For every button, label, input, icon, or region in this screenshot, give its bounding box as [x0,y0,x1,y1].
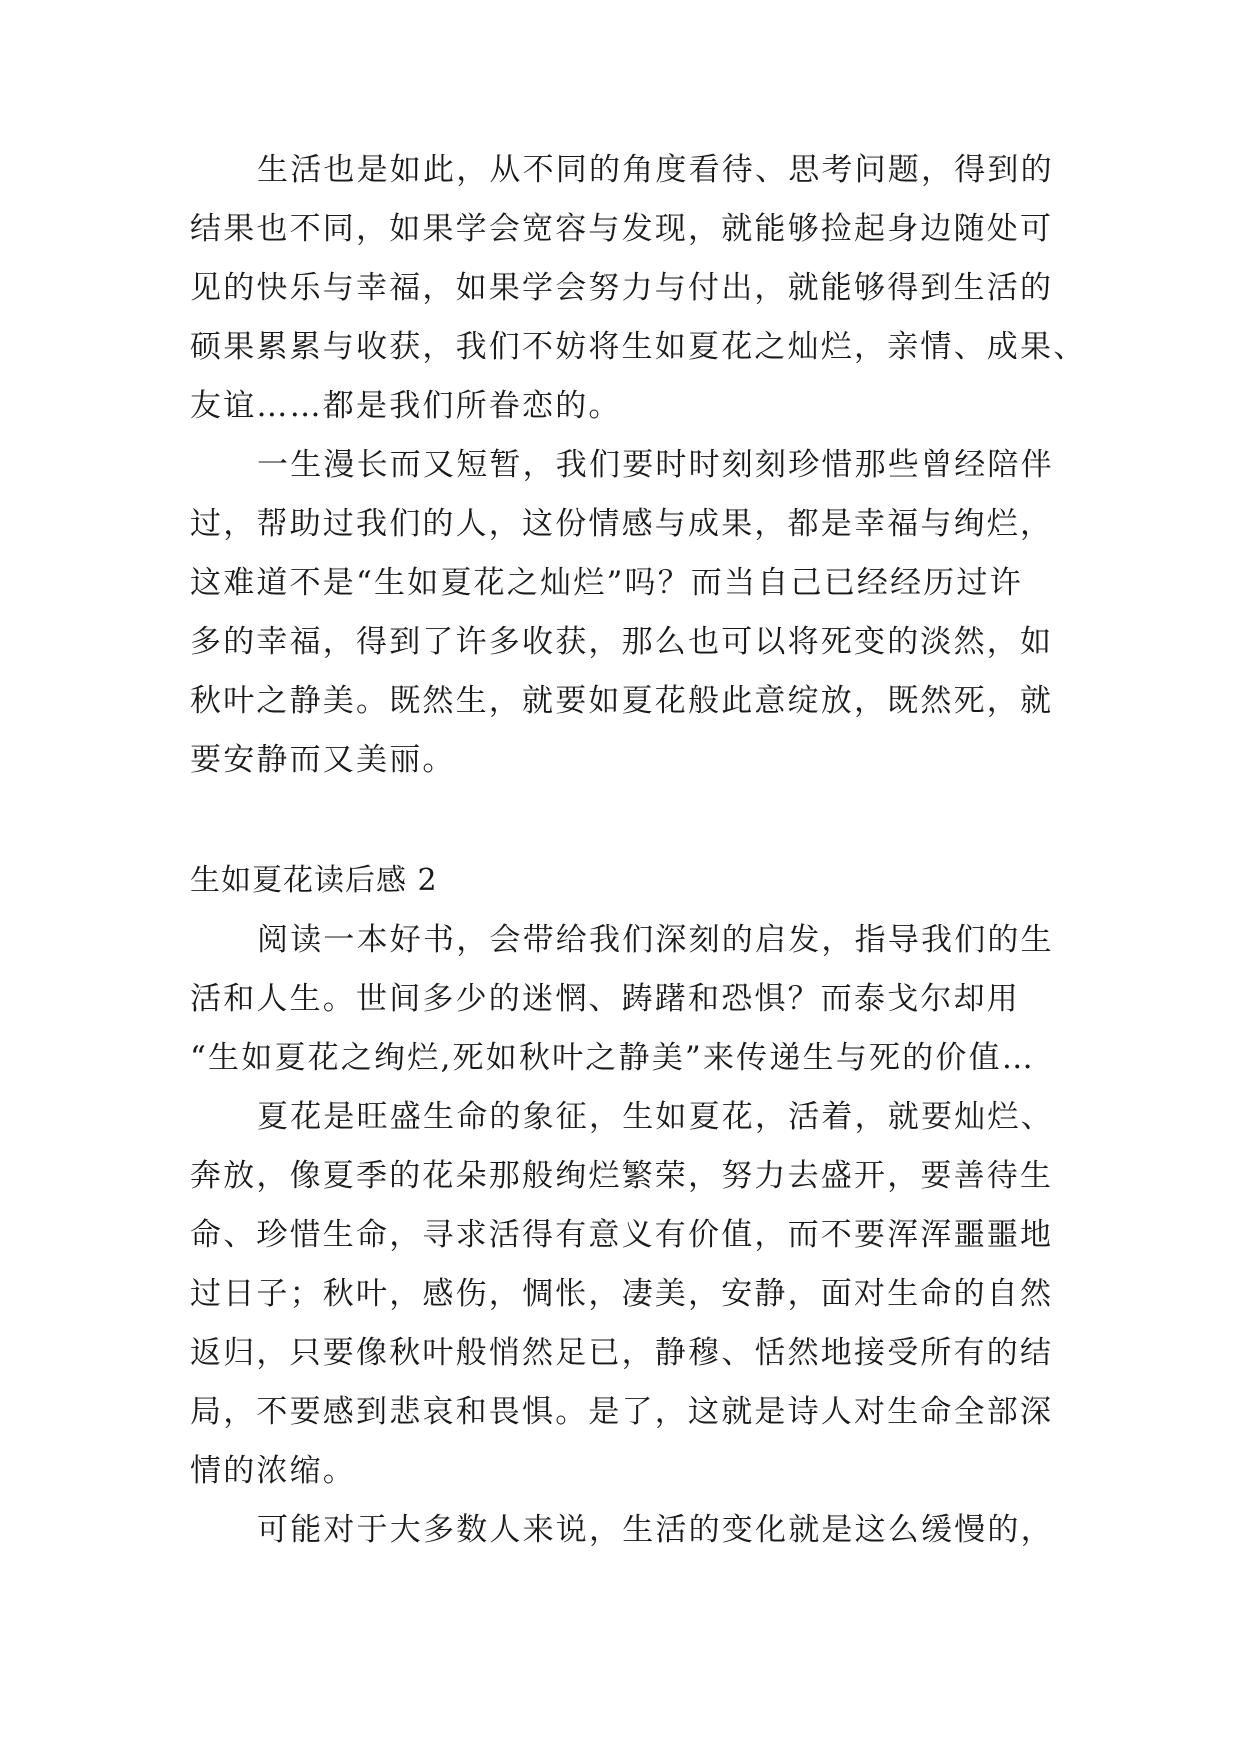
text-line: 多的幸福，得到了许多收获，那么也可以将死变的淡然，如 [190,624,1054,660]
text-line: 硕果累累与收获，我们不妨将生如夏花之灿烂，亲情、成果、 [190,329,1087,365]
text-line: 阅读一本好书，会带给我们深刻的启发，指导我们的生 [257,922,1054,958]
text-line: “生如夏花之绚烂,死如秋叶之静美”来传递生与死的价值… [190,1040,1035,1076]
text-line: 过，帮助过我们的人，这份情感与成果，都是幸福与绚烂， [190,506,1054,542]
text-line: 过日子；秋叶，感伤，惆怅，凄美，安静，面对生命的自然 [190,1276,1054,1312]
text-line: 活和人生。世间多少的迷惘、踌躇和恐惧？而泰戈尔却用 [190,981,1020,1017]
text-line: 奔放，像夏季的花朵那般绚烂繁荣，努力去盛开，要善待生 [190,1158,1054,1194]
text-line: 友谊……都是我们所眷恋的。 [190,388,622,424]
text-line: 情的浓缩。 [190,1453,356,1489]
text-line: 这难道不是“生如夏花之灿烂”吗？而当自己已经经历过许 [190,565,1023,601]
text-line: 要安静而又美丽。 [190,742,456,778]
text-line: 命、珍惜生命，寻求活得有意义有价值，而不要浑浑噩噩地 [190,1217,1054,1253]
text-line: 生活也是如此，从不同的角度看待、思考问题，得到的 [257,152,1054,188]
text-line: 可能对于大多数人来说，生活的变化就是这么缓慢的， [257,1512,1054,1548]
text-line: 秋叶之静美。既然生，就要如夏花般此意绽放，既然死，就 [190,683,1054,719]
text-line: 结果也不同，如果学会宽容与发现，就能够捡起身边随处可 [190,211,1054,247]
text-line: 一生漫长而又短暂，我们要时时刻刻珍惜那些曾经陪伴 [257,447,1054,483]
text-line: 局，不要感到悲哀和畏惧。是了，这就是诗人对生命全部深 [190,1394,1054,1430]
text-line: 夏花是旺盛生命的象征，生如夏花，活着，就要灿烂、 [257,1099,1054,1135]
text-line: 返归，只要像秋叶般悄然足已，静穆、恬然地接受所有的结 [190,1335,1054,1371]
text-line: 见的快乐与幸福，如果学会努力与付出，就能够得到生活的 [190,270,1054,306]
section-heading: 生如夏花读后感 2 [190,863,438,898]
